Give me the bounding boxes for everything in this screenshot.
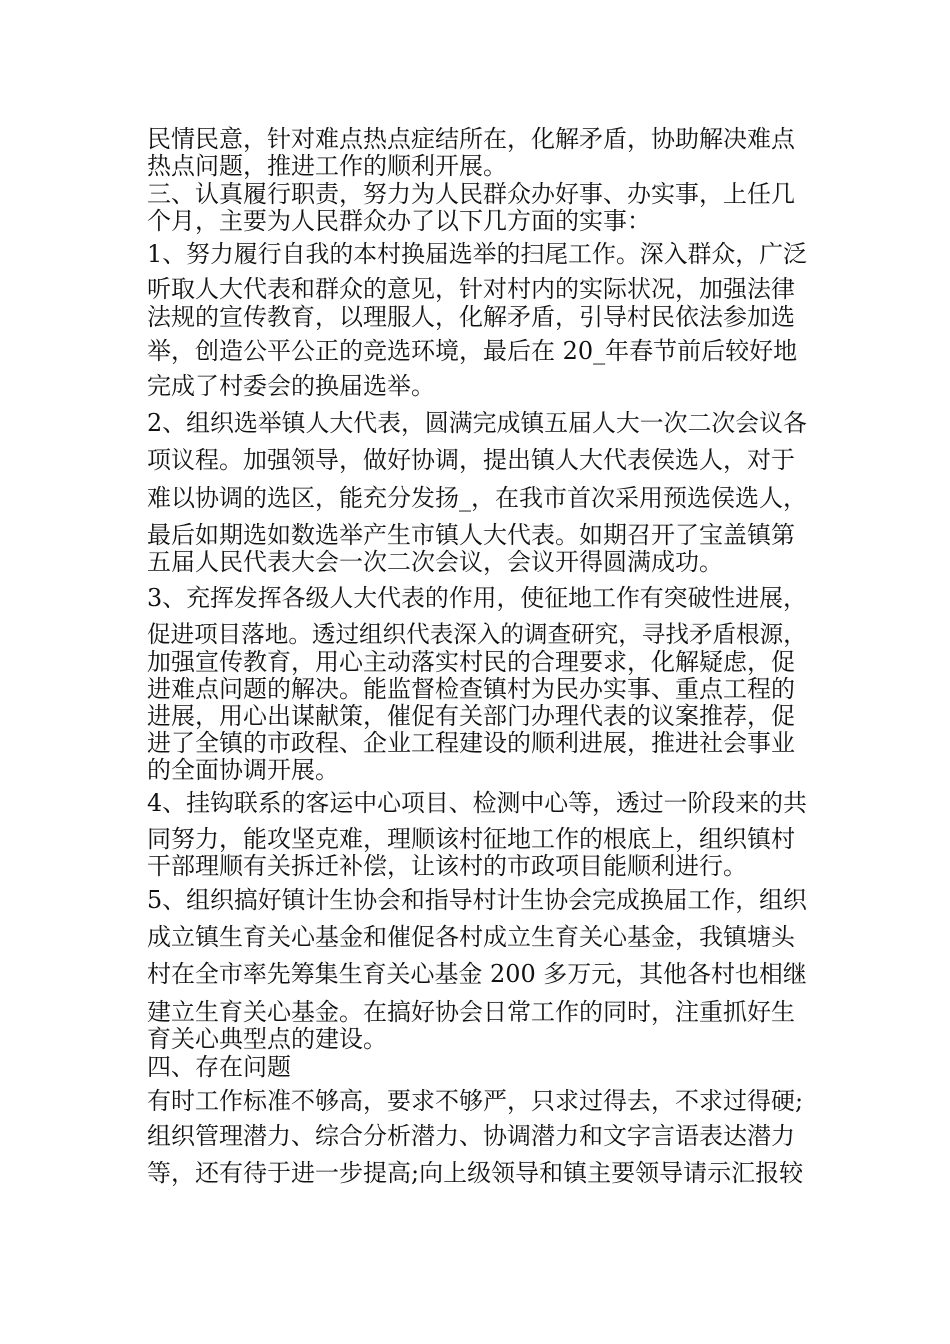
- text-line: 有时工作标准不够高，要求不够严，只求过得去，不求过得硬;: [147, 1087, 804, 1115]
- text-line: 热点问题，推进工作的顺利开展。: [147, 152, 507, 180]
- text-line: 3、充挥发挥各级人大代表的作用，使征地工作有突破性进展，: [147, 584, 807, 612]
- text-line: 五届人民代表大会一次二次会议，会议开得圆满成功。: [147, 548, 723, 576]
- text-line: 1、努力履行自我的本村换届选举的扫尾工作。深入群众，广泛: [147, 240, 807, 268]
- text-line: 2、组织选举镇人大代表，圆满完成镇五届人大一次二次会议各: [147, 409, 807, 437]
- text-line: 的全面协调开展。: [147, 756, 339, 784]
- text-line: 4、挂钩联系的客运中心项目、检测中心等，透过一阶段来的共: [147, 789, 807, 817]
- text-line: 听取人大代表和群众的意见，针对村内的实际状况，加强法律: [147, 275, 795, 303]
- text-line: 法规的宣传教育，以理服人，化解矛盾，引导村民依法参加选: [147, 303, 795, 331]
- section-heading: 四、存在问题: [147, 1053, 291, 1081]
- text-line: 促进项目落地。透过组织代表深入的调查研究，寻找矛盾根源，: [147, 620, 807, 648]
- text-line: 加强宣传教育，用心主动落实村民的合理要求，化解疑虑，促: [147, 648, 795, 676]
- text-line: 同努力，能攻坚克难，理顺该村征地工作的根底上，组织镇村: [147, 825, 795, 853]
- text-line: 村在全市率先筹集生育关心基金 200 多万元，其他各村也相继: [147, 960, 807, 988]
- text-line: 进难点问题的解决。能监督检查镇村为民办实事、重点工程的: [147, 675, 795, 703]
- text-line: 进了全镇的市政程、企业工程建设的顺利进展，推进社会事业: [147, 729, 795, 757]
- text-line: 项议程。加强领导，做好协调，提出镇人大代表侯选人，对于: [147, 446, 795, 474]
- text-line: 组织管理潜力、综合分析潜力、协调潜力和文字言语表达潜力: [147, 1122, 795, 1150]
- text-line: 难以协调的选区，能充分发扬_，在我市首次采用预选侯选人，: [147, 484, 807, 512]
- text-line: 完成了村委会的换届选举。: [147, 372, 435, 400]
- text-line: 最后如期选如数选举产生市镇人大代表。如期召开了宝盖镇第: [147, 521, 795, 549]
- text-line: 干部理顺有关拆迁补偿，让该村的市政项目能顺利进行。: [147, 852, 747, 880]
- text-line: 育关心典型点的建设。: [147, 1025, 387, 1053]
- text-line: 民情民意，针对难点热点症结所在，化解矛盾，协助解决难点: [147, 125, 795, 153]
- text-line: 举，创造公平公正的竞选环境，最后在 20_年春节前后较好地: [147, 337, 798, 365]
- text-line: 进展，用心出谋献策，催促有关部门办理代表的议案推荐，促: [147, 702, 795, 730]
- text-line: 个月，主要为人民群众办了以下几方面的实事：: [147, 207, 651, 235]
- text-line: 成立镇生育关心基金和催促各村成立生育关心基金，我镇塘头: [147, 923, 795, 951]
- text-line: 建立生育关心基金。在搞好协会日常工作的同时，注重抓好生: [147, 998, 795, 1026]
- text-line: 三、认真履行职责，努力为人民群众办好事、办实事，上任几: [147, 180, 795, 208]
- text-line: 等，还有待于进一步提高;向上级领导和镇主要领导请示汇报较: [147, 1159, 804, 1187]
- text-line: 5、组织搞好镇计生协会和指导村计生协会完成换届工作，组织: [147, 886, 807, 914]
